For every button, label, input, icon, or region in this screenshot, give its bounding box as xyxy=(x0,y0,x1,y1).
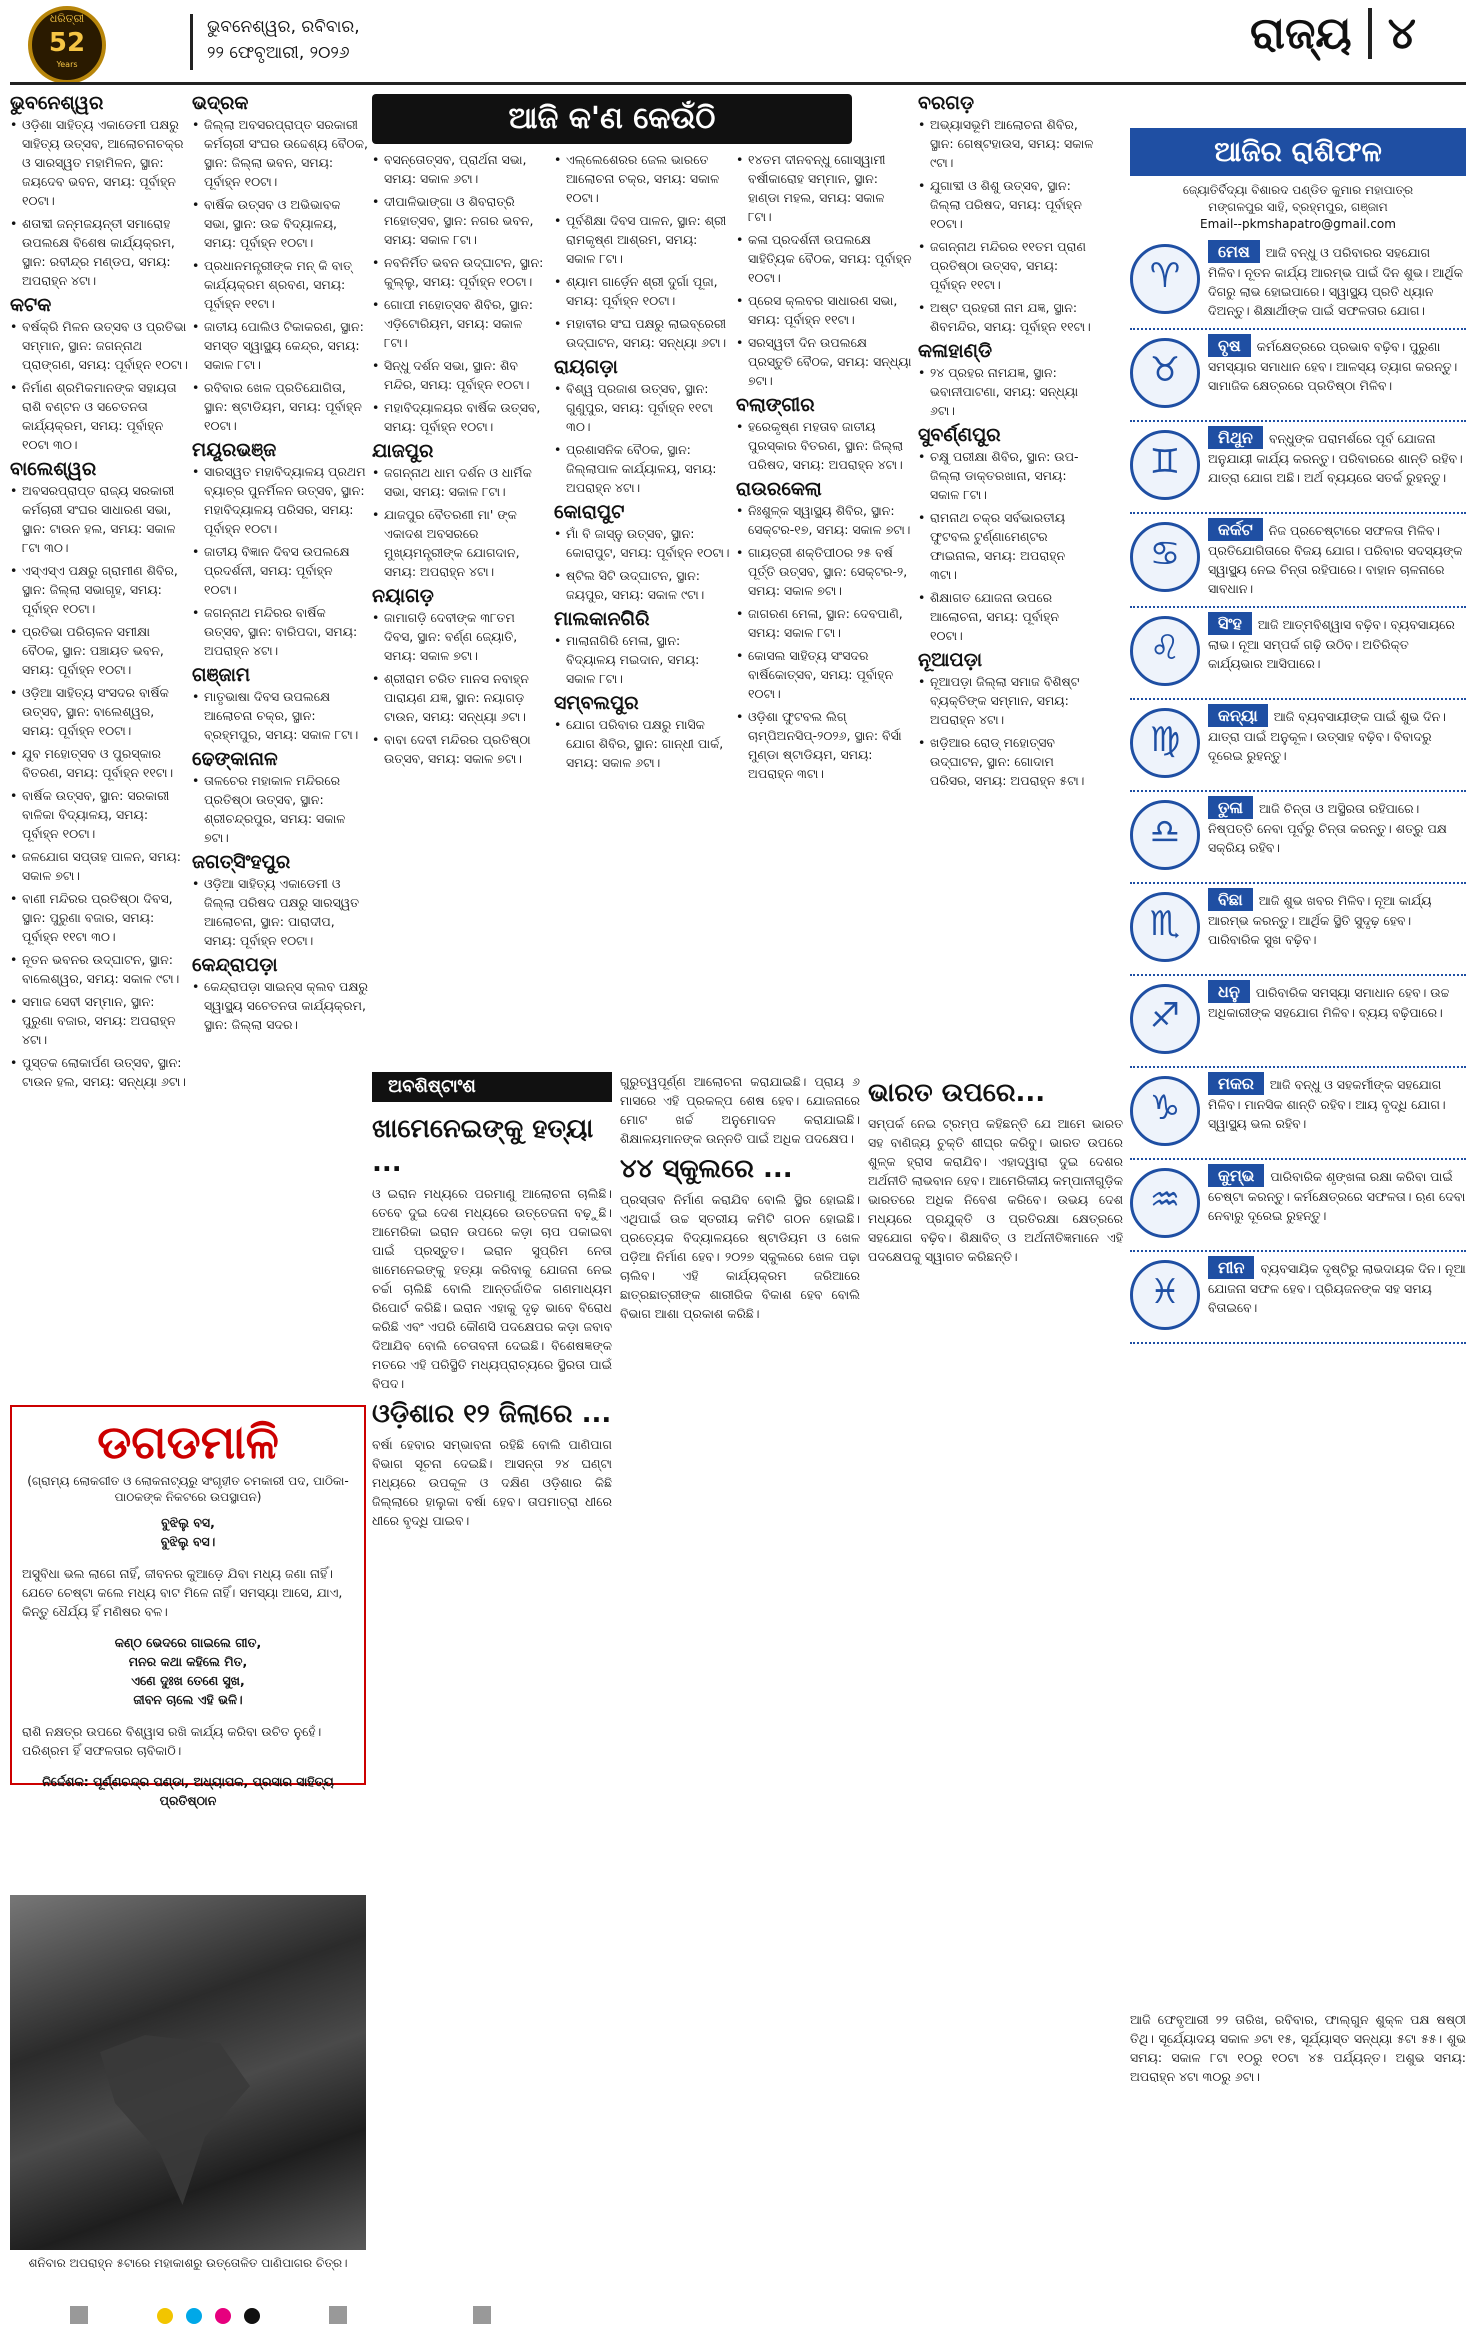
event-item: • ପ୍ରତିଭା ପରିଚାଳନ ସମୀକ୍ଷା ବୈଠକ, ସ୍ଥାନ: ପଞ୍ଚାୟତ ଭବନ, ସମୟ: ପୂର୍ବାହ୍ନ ୧୦ଟା। xyxy=(10,622,188,679)
leo-icon: ♌ xyxy=(1130,616,1200,686)
dateline-date: ୨୨ ଫେବୃଆରୀ, ୨୦୨୬ xyxy=(207,43,350,63)
event-item: • ଓଡ଼ିଆ ସାହିତ୍ୟ ଏକାଡେମୀ ଓ ଜିଲ୍ଲା ପରିଷଦ ପକ୍ଷରୁ ସାରସ୍ୱତ ଆଲୋଚନା, ସ୍ଥାନ: ପାରାଦୀପ, ସମୟ: ପୂର୍ବାହ୍ନ ୧୦ଟା। xyxy=(192,874,368,950)
registration-square xyxy=(473,2306,491,2324)
event-item: • ମହାବୀର ସଂଘ ପକ୍ଷରୁ ଲାଇବ୍ରେରୀ ଉଦ୍‌ଘାଟନ, ସମୟ: ସନ୍ଧ୍ୟା ୬ଟା। xyxy=(554,314,730,352)
event-item: • ଶ୍ୟାମ ଗାର୍ଡ଼େନ ଶ୍ରୀ ଦୁର୍ଗା ପୂଜା, ସମୟ: ପୂର୍ବାହ୍ନ ୧୦ଟା। xyxy=(554,272,730,310)
gemini-icon: ♊ xyxy=(1130,430,1200,500)
dagadamali-title: ଡଗଡମାଳି xyxy=(97,1415,279,1469)
section-header xyxy=(1250,8,1470,74)
section-name: ରାଜ୍ୟ xyxy=(1250,8,1352,59)
satellite-weather-image xyxy=(10,1895,366,2250)
rashi-entry xyxy=(1130,1072,1466,1160)
rashi-entry xyxy=(1130,426,1466,514)
registration-square xyxy=(70,2306,88,2324)
district-heading: ନୂଆପଡ଼ା xyxy=(918,649,983,671)
district-heading: ନୟାଗଡ଼ xyxy=(372,585,434,607)
event-item: • ଜିଲ୍ଲା ଅବସରପ୍ରାପ୍ତ ସରକାରୀ କର୍ମଚାରୀ ସଂଘର ଉଦ୍ଦେଶ୍ୟ ବୈଠକ, ସ୍ଥାନ: ଜିଲ୍ଲା ଭବନ, ସମୟ: ପୂର୍ବାହ୍ନ ୧୦ଟା। xyxy=(192,115,368,191)
rashi-text: ଆଜି ଚିନ୍ତା ଓ ଅସ୍ଥିରତା ରହିପାରେ। ନିଷ୍ପତ୍ତି ନେବା ପୂର୍ବରୁ ଚିନ୍ତା କରନ୍ତୁ। ଶତ୍ରୁ ପକ୍ଷ ସକ୍ରିୟ ରହିବ। xyxy=(1208,801,1447,855)
rashi-name: ଧନୁ xyxy=(1208,980,1250,1003)
rashi-entry xyxy=(1130,612,1466,700)
verse-line: ବୁଝିଲୁ ବସ। xyxy=(160,1534,216,1549)
event-item: • ପୁସ୍ତକ ଲୋକାର୍ପଣ ଉତ୍ସବ, ସ୍ଥାନ: ଟାଉନ ହଲ, ସମୟ: ସନ୍ଧ୍ୟା ୬ଟା। xyxy=(10,1053,188,1091)
event-item: • ସମାଜ ସେବୀ ସମ୍ମାନ, ସ୍ଥାନ: ପୁରୁଣା ବଜାର, ସମୟ: ଅପରାହ୍ନ ୪ଟା। xyxy=(10,992,188,1049)
event-item: • ନୂତନ ଭବନର ଉଦ୍‌ଘାଟନ, ସ୍ଥାନ: ବାଲେଶ୍ୱର, ସମୟ: ସକାଳ ୯ଟା। xyxy=(10,950,188,988)
horoscope-byline xyxy=(1130,182,1466,236)
verse-line: ବୁଝିଲୁ ବସ, xyxy=(161,1515,215,1530)
event-item: • ଜାଗରଣ ମେଳା, ସ୍ଥାନ: ଦେବପାଣି, ସମୟ: ସକାଳ ୮ଟା। xyxy=(736,604,912,642)
rashi-text: ଆଜି ଆତ୍ମବିଶ୍ୱାସ ବଢ଼ିବ। ବ୍ୟବସାୟରେ ଲାଭ। ନୂଆ ସମ୍ପର୍କ ଗଢ଼ି ଉଠିବ। ଅତିରିକ୍ତ କାର୍ଯ୍ୟଭାର ଆସିପାରେ। xyxy=(1208,617,1455,671)
event-item: • ଜଗନ୍ନାଥ ମନ୍ଦିରର ୧୧ତମ ପ୍ରାଣ ପ୍ରତିଷ୍ଠା ଉତ୍ସବ, ସମୟ: ପୂର୍ବାହ୍ନ ୧୧ଟା। xyxy=(918,237,1094,294)
rashi-name: ବିଛା xyxy=(1208,888,1253,911)
story-body: ସମ୍ପର୍କ ନେଇ ଟ୍ରମ୍ପ କହିଛନ୍ତି ଯେ ଆମେ ଭାରତ ସହ ବାଣିଜ୍ୟ ଚୁକ୍ତି ଶୀଘ୍ର କରିବୁ। ଭାରତ ଉପରେ ଶୁଳ୍କ ହ୍ରାସ କରାଯିବ। ଏହାଦ୍ୱାରା ଦୁଇ ଦେଶର ଅର୍ଥନୀତି ଲାଭବାନ ହେବ। ଆମେରିକୀୟ କମ୍ପାନୀଗୁଡ଼ିକ ଭାରତରେ ଅଧିକ ନିବେଶ କରିବେ। ଉଭୟ ଦେଶ ମଧ୍ୟରେ ପ୍ରଯୁକ୍ତି ଓ ପ୍ରତିରକ୍ଷା କ୍ଷେତ୍ରରେ ସହଯୋଗ ବଢ଼ିବ। ଶିକ୍ଷାବିତ୍ ଓ ଅର୍ଥନୀତିଜ୍ଞମାନେ ଏହି ପଦକ୍ଷେପକୁ ସ୍ୱାଗତ କରିଛନ୍ତି। xyxy=(868,1116,1123,1264)
rashi-entry xyxy=(1130,1164,1466,1252)
aquarius-icon: ♒ xyxy=(1130,1168,1200,1238)
story-headline: ଖାମେନେଇଙ୍କୁ ହତ୍ୟା ... xyxy=(372,1114,594,1178)
event-item: • ଗାୟତ୍ରୀ ଶକ୍ତିପୀଠର ୨୫ ବର୍ଷ ପୂର୍ତ୍ତି ଉତ୍ସବ, ସ୍ଥାନ: ସେକ୍ଟର-୨, ସମୟ: ସକାଳ ୭ଟା। xyxy=(736,543,912,600)
events-column-4 xyxy=(554,150,730,1060)
event-item: • ଖଡ଼ିଆର ରୋଡ୍ ମହୋତ୍ସବ ଉଦ୍‌ଘାଟନ, ସ୍ଥାନ: ଗୋଦାମ ପରିସର, ସମୟ: ଅପରାହ୍ନ ୫ଟା। xyxy=(918,733,1094,790)
event-item: • ଚକ୍ଷୁ ପରୀକ୍ଷା ଶିବିର, ସ୍ଥାନ: ଉପ-ଜିଲ୍ଲା ଡାକ୍ତରଖାନା, ସମୟ: ସକାଳ ୮ଟା। xyxy=(918,447,1094,504)
rashi-text: ଆଜି ଶୁଭ ଖବର ମିଳିବ। ନୂଆ କାର୍ଯ୍ୟ ଆରମ୍ଭ କରନ୍ତୁ। ଆର୍ଥିକ ସ୍ଥିତି ସୁଦୃଢ଼ ହେବ। ପାରିବାରିକ ସୁଖ ବଢ଼ିବ। xyxy=(1208,893,1432,947)
district-heading: ବଲାଙ୍ଗୀର xyxy=(736,394,815,416)
event-item: • ସରସ୍ୱତୀ ଦିନ ଉପଲକ୍ଷେ ପ୍ରସ୍ତୁତି ବୈଠକ, ସମୟ: ସନ୍ଧ୍ୟା ୭ଟା। xyxy=(736,333,912,390)
district-heading: ମୟୂରଭଞ୍ଜ xyxy=(192,439,277,461)
dagadamali-body xyxy=(22,1513,354,1810)
event-item: • ଜଗନ୍ନାଥ ଧାମ ଦର୍ଶନ ଓ ଧାର୍ମିକ ସଭା, ସମୟ: ସକାଳ ୮ଟା। xyxy=(372,463,548,501)
district-heading: ବରଗଡ଼ xyxy=(918,92,975,114)
right-story-column xyxy=(868,1072,1123,2288)
continued-strip: ଅବଶିଷ୍ଟାଂଶ xyxy=(372,1072,612,1102)
rashi-name: ମିଥୁନ xyxy=(1208,426,1263,449)
astrologer-email: Email--pkmshapatro@gmail.com xyxy=(1200,217,1396,231)
event-item: • ବାର୍ଷିକ ଉତ୍ସବ ଓ ଅଭିଭାବକ ସଭା, ସ୍ଥାନ: ଉଚ୍ଚ ବିଦ୍ୟାଳୟ, ସମୟ: ପୂର୍ବାହ୍ନ ୧୦ଟା। xyxy=(192,195,368,252)
event-item: • ରାମନାଥ ଚକ୍ର ସର୍ବଭାରତୀୟ ଫୁଟବଲ ଟୁର୍ଣ୍ଣାମେଣ୍ଟର ଫାଇନାଲ, ସମୟ: ଅପରାହ୍ନ ୩ଟା। xyxy=(918,508,1094,584)
events-column-3 xyxy=(372,150,548,1060)
rashi-text: କର୍ମକ୍ଷେତ୍ରରେ ପ୍ରଭାବ ବଢ଼ିବ। ପୁରୁଣା ସମସ୍ୟାର ସମାଧାନ ହେବ। ଆଳସ୍ୟ ତ୍ୟାଗ କରନ୍ତୁ। ସାମାଜିକ କ୍ଷେତ୍ରରେ ପ୍ରତିଷ୍ଠା ମିଳିବ। xyxy=(1208,339,1458,393)
event-item: • ମାତୃଭାଷା ଦିବସ ଉପଲକ୍ଷେ ଆଲୋଚନା ଚକ୍ର, ସ୍ଥାନ: ବ୍ରହ୍ମପୁର, ସମୟ: ସକାଳ ୮ଟା। xyxy=(192,687,368,744)
event-item: • ନବନିର୍ମିତ ଭବନ ଉଦ୍‌ଘାଟନ, ସ୍ଥାନ: କୁଲ୍ଲୁ, ସମୟ: ପୂର୍ବାହ୍ନ ୧୦ଟା। xyxy=(372,253,548,291)
story-body: ବର୍ଷା ହେବାର ସମ୍ଭାବନା ରହିଛି ବୋଲି ପାଣିପାଗ ବିଭାଗ ସୂଚନା ଦେଇଛି। ଆସନ୍ତା ୨୪ ଘଣ୍ଟା ମଧ୍ୟରେ ଉପକୂଳ ଓ ଦକ୍ଷିଣ ଓଡ଼ିଶାର କିଛି ଜିଲ୍ଲାରେ ହାଲୁକା ବର୍ଷା ହେବ। ତାପମାତ୍ରା ଧୀରେ ଧୀରେ ବୃଦ୍ଧି ପାଇବ। xyxy=(372,1437,612,1528)
dagadamali-paragraph: ରାଶି ନକ୍ଷତ୍ର ଉପରେ ବିଶ୍ୱାସ ରଖି କାର୍ଯ୍ୟ କରିବା ଉଚିତ ନୁହେଁ। ପରିଶ୍ରମ ହିଁ ସଫଳତାର ଚାବିକାଠି। xyxy=(22,1723,322,1758)
district-heading: ସୁବର୍ଣ୍ଣପୁର xyxy=(918,424,1001,446)
rashi-entry xyxy=(1130,240,1466,330)
registration-dot-yellow xyxy=(157,2308,173,2324)
rashi-text: ବନ୍ଧୁଙ୍କ ପରାମର୍ଶରେ ପୂର୍ବ ଯୋଜନା ଅନୁଯାୟୀ କାର୍ଯ୍ୟ କରନ୍ତୁ। ପରିବାରରେ ଶାନ୍ତି ରହିବ। ଯାତ୍ରା ଯୋଗ ଅଛି। ଅର୍ଥ ବ୍ୟୟରେ ସତର୍କ ରୁହନ୍ତୁ। xyxy=(1208,431,1463,485)
event-item: • ଓଡ଼ିଶା ଫୁଟବଲ ଲିଗ୍ ଚାମ୍ପିଅନସିପ୍-୨୦୨୬, ସ୍ଥାନ: ବିର୍ସା ମୁଣ୍ଡା ଷ୍ଟାଡିୟମ, ସମୟ: ଅପରାହ୍ନ ୩ଟା। xyxy=(736,707,912,783)
rashi-entry xyxy=(1130,518,1466,608)
story-body: ଓ ଇରାନ ମଧ୍ୟରେ ପରମାଣୁ ଆଲୋଚନା ଚାଲିଛି। ତେବେ ଦୁଇ ଦେଶ ମଧ୍ୟରେ ଉତ୍ତେଜନା ବଢ଼ୁଛି। ଆମେରିକା ଇରାନ ଉପରେ କଡ଼ା ଚାପ ପକାଇବା ପାଇଁ ପ୍ରସ୍ତୁତ। ଇରାନ ସୁପ୍ରିମ ନେତା ଖାମେନେଇଙ୍କୁ ହତ୍ୟା କରିବାକୁ ଯୋଜନା ନେଇ ଚର୍ଚ୍ଚା ଚାଲିଛି ବୋଲି ଆନ୍ତର୍ଜାତିକ ଗଣମାଧ୍ୟମ ରିପୋର୍ଟ କରିଛି। ଇରାନ ଏହାକୁ ଦୃଢ଼ ଭାବେ ବିରୋଧ କରିଛି ଏବଂ ଏପରି କୌଣସି ପଦକ୍ଷେପର କଡ଼ା ଜବାବ ଦିଆଯିବ ବୋଲି ଚେତାବନୀ ଦେଇଛି। ବିଶେଷଜ୍ଞଙ୍କ ମତରେ ଏହି ପରିସ୍ଥିତି ମଧ୍ୟପ୍ରାଚ୍ୟରେ ସ୍ଥିରତା ପାଇଁ ବିପଦ। xyxy=(372,1186,612,1391)
anniversary-badge xyxy=(28,6,106,84)
event-item: • କଳା ପ୍ରଦର୍ଶନୀ ଉପଲକ୍ଷେ ସାହିତ୍ୟିକ ବୈଠକ, ସମୟ: ପୂର୍ବାହ୍ନ ୧୦ଟା। xyxy=(736,230,912,287)
dagadamali-paragraph: ଅସୁବିଧା ଭଲ ଲାଗେ ନାହିଁ, ଜୀବନର କୁଆଡ଼େ ଯିବା ମଧ୍ୟ ଜଣା ନାହିଁ। ଯେତେ ଚେଷ୍ଟା କଲେ ମଧ୍ୟ ବାଟ ମିଳେ ନାହିଁ। ସମସ୍ୟା ଆସେ, ଯାଏ, କିନ୍ତୁ ଧୈର୍ଯ୍ୟ ହିଁ ମଣିଷର ବଳ। xyxy=(22,1565,343,1619)
event-item: • ଶିକ୍ଷାଗତ ଯୋଜନା ଉପରେ ଆଲୋଚନା, ସମୟ: ପୂର୍ବାହ୍ନ ୧୦ଟା। xyxy=(918,588,1094,645)
district-heading: ସମ୍ବଲପୁର xyxy=(554,692,639,714)
verse-line: ଏଣେ ଦୁଃଖ ତେଣେ ସୁଖ, xyxy=(131,1673,245,1688)
events-column-6 xyxy=(918,88,1094,1068)
event-item: • ହରେକୃଷ୍ଣ ମହତାବ ଜାତୀୟ ପୁରସ୍କାର ବିତରଣ, ସ୍ଥାନ: ଜିଲ୍ଲା ପରିଷଦ, ସମୟ: ଅପରାହ୍ନ ୪ଟା। xyxy=(736,417,912,474)
event-item: • ବିଶ୍ୱ ପ୍ରଜାଶ ଉତ୍ସବ, ସ୍ଥାନ: ଗୁଣୁପୁର, ସମୟ: ପୂର୍ବାହ୍ନ ୧୧ଟା ୩୦। xyxy=(554,379,730,436)
event-item: • ଷ୍ଟିଲ ସିଟି ଉଦ୍‌ଘାଟନ, ସ୍ଥାନ: ଜୟପୁର, ସମୟ: ସକାଳ ୯ଟା। xyxy=(554,566,730,604)
event-item: • ଯୁଗାବ୍ଦୀ ଓ ଶିଶୁ ଉତ୍ସବ, ସ୍ଥାନ: ଜିଲ୍ଲା ପରିଷଦ, ସମୟ: ପୂର୍ବାହ୍ନ ୧୦ଟା। xyxy=(918,176,1094,233)
rashi-entry xyxy=(1130,334,1466,422)
event-item: • ଯୁବ ମହୋତ୍ସବ ଓ ପୁରସ୍କାର ବିତରଣ, ସମୟ: ପୂର୍ବାହ୍ନ ୧୧ଟା। xyxy=(10,744,188,782)
district-heading: ଗଞ୍ଜାମ xyxy=(192,664,251,686)
event-item: • ଅଷ୍ଟ ପ୍ରହରୀ ନାମ ଯଜ୍ଞ, ସ୍ଥାନ: ଶିବମନ୍ଦିର, ସମୟ: ପୂର୍ବାହ୍ନ ୧୧ଟା। xyxy=(918,298,1094,336)
district-heading: କୋରାପୁଟ xyxy=(554,501,625,523)
capricorn-icon: ♑ xyxy=(1130,1076,1200,1146)
verse-line: କଣ୍ଠ ଭେଦରେ ଗାଇଲେ ଗୀତ, xyxy=(114,1635,262,1650)
horoscope-list xyxy=(1130,240,1466,1980)
event-item: • ଜଗନ୍ନାଥ ମନ୍ଦିରର ବାର୍ଷିକ ଉତ୍ସବ, ସ୍ଥାନ: ବାରିପଦା, ସମୟ: ଅପରାହ୍ନ ୪ଟା। xyxy=(192,603,368,660)
district-heading: ଭୁବନେଶ୍ୱର xyxy=(10,92,104,114)
sagittarius-icon: ♐ xyxy=(1130,984,1200,1054)
rashi-name: ତୁଳା xyxy=(1208,796,1253,819)
district-heading: କେନ୍ଦ୍ରାପଡ଼ା xyxy=(192,954,278,976)
rashi-entry xyxy=(1130,796,1466,884)
event-item: • ପ୍ରଧାନମନ୍ତ୍ରୀଙ୍କ ମନ୍ କି ବାତ୍ କାର୍ଯ୍ୟକ୍ରମ ଶ୍ରବଣ, ସମୟ: ପୂର୍ବାହ୍ନ ୧୧ଟା। xyxy=(192,256,368,313)
dateline-place: ଭୁବନେଶ୍ୱର, ରବିବାର, xyxy=(207,17,360,37)
event-item: • ଗୋପୀ ମହୋତ୍ସବ ଶିବିର, ସ୍ଥାନ: ଏଡ଼ିଟୋରିୟମ, ସମୟ: ସକାଳ ୮ଟା। xyxy=(372,295,548,352)
taurus-icon: ♉ xyxy=(1130,338,1200,408)
event-item: • ୧୪ତମ ଦୀନବନ୍ଧୁ ଗୋସ୍ୱାମୀ ବର୍ଷୀକାରୋହ ସମ୍ମାନ, ସ୍ଥାନ: ହାଣ୍ଡା ମହଲ, ସମୟ: ସକାଳ ୮ଟା। xyxy=(736,150,912,226)
district-heading: ଯାଜପୁର xyxy=(372,440,434,462)
events-column-2 xyxy=(192,88,368,1398)
masthead-rule xyxy=(10,82,1466,85)
rashi-name: ବୃଷ xyxy=(1208,334,1251,357)
verse-line: ଜୀବନ ଚାଲେ ଏହି ଭଳି। xyxy=(133,1692,243,1707)
event-item: • ନିଃଶୁଳ୍କ ସ୍ୱାସ୍ଥ୍ୟ ଶିବିର, ସ୍ଥାନ: ସେକ୍ଟର-୧୭, ସମୟ: ସକାଳ ୭ଟା। xyxy=(736,501,912,539)
astrologer-address: ମଙ୍ଗଳପୁର ସାହି, ବ୍ରହ୍ମପୁର, ଗଞ୍ଜାମ xyxy=(1208,200,1388,214)
dagadamali-credit: ନିର୍ଦ୍ଦେଶକ: ପୂର୍ଣ୍ଣଚନ୍ଦ୍ର ପଣ୍ଡା, ଅଧ୍ୟାପକ, ପ୍ରସାର ସାହିତ୍ୟ ପ୍ରତିଷ୍ଠାନ xyxy=(42,1774,334,1808)
event-item: • ବାବା ଦେବୀ ମନ୍ଦିରର ପ୍ରତିଷ୍ଠା ଉତ୍ସବ, ସମୟ: ସକାଳ ୭ଟା। xyxy=(372,730,548,768)
event-item: • ଏଲ୍ଲେଶେରର ଜେଲ ଭାରତେ ଆଲୋଚନା ଚକ୍ର, ସମୟ: ସକାଳ ୧୦ଟା। xyxy=(554,150,730,207)
event-item: • ସିନ୍ଧୁ ଦର୍ଶନ ସଭା, ସ୍ଥାନ: ଶିବ ମନ୍ଦିର, ସମୟ: ପୂର୍ବାହ୍ନ ୧୦ଟା। xyxy=(372,356,548,394)
event-item: • ବସନ୍ତୋତ୍ସବ, ପ୍ରାର୍ଥନା ସଭା, ସମୟ: ସକାଳ ୬ଟା। xyxy=(372,150,548,188)
page-number: ୪ xyxy=(1368,8,1416,59)
pisces-icon: ♓ xyxy=(1130,1260,1200,1330)
event-item: • ରବିବାର ଖେଳ ପ୍ରତିଯୋଗିତା, ସ୍ଥାନ: ଷ୍ଟାଡିୟମ, ସମୟ: ପୂର୍ବାହ୍ନ ୧୦ଟା। xyxy=(192,378,368,435)
rashi-text: ପାରିବାରିକ ଶୃଙ୍ଖଳା ରକ୍ଷା କରିବା ପାଇଁ ଚେଷ୍ଟା କରନ୍ତୁ। କର୍ମକ୍ଷେତ୍ରରେ ସଫଳତା। ଋଣ ଦେବା ନେବାରୁ ଦୂରେଇ ରୁହନ୍ତୁ। xyxy=(1208,1169,1466,1223)
event-item: • ଏସ୍ଏସ୍ଏ ପକ୍ଷରୁ ଗ୍ରାମୀଣ ଶିବିର, ସ୍ଥାନ: ଜିଲ୍ଲା ସଭାଗୃହ, ସମୟ: ପୂର୍ବାହ୍ନ ୧୦ଟା। xyxy=(10,561,188,618)
rashi-entry xyxy=(1130,704,1466,792)
aries-icon: ♈ xyxy=(1130,244,1200,314)
rashi-name: କର୍କଟ xyxy=(1208,518,1263,541)
event-item: • ଯୋଗ ପରିବାର ପକ୍ଷରୁ ମାସିକ ଯୋଗ ଶିବିର, ସ୍ଥାନ: ଗାନ୍ଧୀ ପାର୍କ, ସମୟ: ସକାଳ ୬ଟା। xyxy=(554,715,730,772)
rashi-text: ବ୍ୟବସାୟିକ ଦୃଷ୍ଟିରୁ ଲାଭଦାୟକ ଦିନ। ନୂଆ ଯୋଜନା ସଫଳ ହେବ। ପ୍ରିୟଜନଙ୍କ ସହ ସମୟ ବିତାଇବେ। xyxy=(1208,1261,1466,1315)
registration-square xyxy=(329,2306,347,2324)
event-item: • ପୂର୍ବଶିକ୍ଷା ଦିବସ ପାଳନ, ସ୍ଥାନ: ଶ୍ରୀ ରାମକୃଷ୍ଣ ଆଶ୍ରମ, ସମୟ: ସକାଳ ୮ଟା। xyxy=(554,211,730,268)
rashi-entry xyxy=(1130,980,1466,1068)
event-item: • କୋସଲ ସାହିତ୍ୟ ସଂସଦର ବାର୍ଷିକୋତ୍ସବ, ସମୟ: ପୂର୍ବାହ୍ନ ୧୦ଟା। xyxy=(736,646,912,703)
panjika-text: ଆଜି ଫେବୃଆରୀ ୨୨ ତାରିଖ, ରବିବାର, ଫାଲ୍ଗୁନ ଶୁକ୍ଳ ପକ୍ଷ ଷଷ୍ଠୀ ତିଥି। ସୂର୍ଯ୍ୟୋଦୟ ସକାଳ ୬ଟା ୧୫, ସୂର୍ଯ୍ୟାସ୍ତ ସନ୍ଧ୍ୟା ୫ଟା ୫୫। ଶୁଭ ସମୟ: ସକାଳ ୮ଟା ୧୦ରୁ ୧୦ଟା ୪୫ ପର୍ଯ୍ୟନ୍ତ। ଅଶୁଭ ସମୟ: ଅପରାହ୍ନ ୪ଟା ୩୦ରୁ ୬ଟା। xyxy=(1130,2012,1466,2084)
event-item: • ୨୪ ପ୍ରହର ନାମଯଜ୍ଞ, ସ୍ଥାନ: ଭବାନୀପାଟଣା, ସମୟ: ସନ୍ଧ୍ୟା ୬ଟା। xyxy=(918,363,1094,420)
event-item: • ତାଳଚେର ମହାକାଳ ମନ୍ଦିରରେ ପ୍ରତିଷ୍ଠା ଉତ୍ସବ, ସ୍ଥାନ: ଶ୍ରୀଚନ୍ଦ୍ରପୁର, ସମୟ: ସକାଳ ୭ଟା। xyxy=(192,771,368,847)
newspaper-logo xyxy=(10,6,120,76)
event-item: • ଓଡ଼ିଆ ସାହିତ୍ୟ ସଂସଦର ବାର୍ଷିକ ଉତ୍ସବ, ସ୍ଥାନ: ବାଲେଶ୍ୱର, ସମୟ: ପୂର୍ବାହ୍ନ ୧୦ଟା। xyxy=(10,683,188,740)
district-heading: କଟକ xyxy=(10,294,52,316)
event-item: • ମହାବିଦ୍ୟାଳୟର ବାର୍ଷିକ ଉତ୍ସବ, ସମୟ: ପୂର୍ବାହ୍ନ ୧୦ଟା। xyxy=(372,398,548,436)
story-body: ଗୁରୁତ୍ୱପୂର୍ଣ୍ଣ ଆଲୋଚନା କରାଯାଇଛି। ପ୍ରାୟ ୬ ମାସରେ ଏହି ପ୍ରକଳ୍ପ ଶେଷ ହେବ। ଯୋଜନାରେ ମୋଟ ଖର୍ଚ୍ଚ ଅନୁମୋଦନ କରାଯାଇଛି। ଶିକ୍ଷାଳୟମାନଙ୍କ ଉନ୍ନତି ପାଇଁ ଅଧିକ ପଦକ୍ଷେପ। xyxy=(620,1074,860,1146)
event-item: • ଶ୍ରୀରାମ ଚରିତ ମାନସ ନବାହ୍ନ ପାରାୟଣ ଯଜ୍ଞ, ସ୍ଥାନ: ନୟାଗଡ଼ ଟାଉନ, ସମୟ: ସନ୍ଧ୍ୟା ୬ଟା। xyxy=(372,669,548,726)
print-registration-bar xyxy=(10,2300,1466,2330)
libra-icon: ♎ xyxy=(1130,800,1200,870)
events-column-5 xyxy=(736,150,912,1060)
district-heading: ରାଉରକେଲା xyxy=(736,478,822,500)
registration-dot-magenta xyxy=(215,2308,231,2324)
logo-number: 52 xyxy=(48,28,86,58)
event-item: • ସାରସ୍ୱତ ମହାବିଦ୍ୟାଳୟ ପ୍ରଥମ ବ୍ୟାଚ୍‌ର ପୁନର୍ମିଳନ ଉତ୍ସବ, ସ୍ଥାନ: ମହାବିଦ୍ୟାଳୟ ପରିସର, ସମୟ: ପୂର୍ବାହ୍ନ ୧୦ଟା। xyxy=(192,462,368,538)
logo-years: Years xyxy=(56,60,78,69)
rashi-text: ଆଜି ବନ୍ଧୁ ଓ ସହକର୍ମୀଙ୍କ ସହଯୋଗ ମିଳିବ। ମାନସିକ ଶାନ୍ତି ରହିବ। ଆୟ ବୃଦ୍ଧି ଯୋଗ। ସ୍ୱାସ୍ଥ୍ୟ ଭଲ ରହିବ। xyxy=(1208,1077,1446,1131)
event-item: • ଦୀପାଳିଭାଙ୍ଗା ଓ ଶିବରାତ୍ରି ମହୋତ୍ସବ, ସ୍ଥାନ: ନଗର ଭବନ, ସମୟ: ସକାଳ ୮ଟା। xyxy=(372,192,548,249)
event-item: • ମାଲାନାଗିରି ମେଳା, ସ୍ଥାନ: ବିଦ୍ୟାଳୟ ମଇଦାନ, ସମୟ: ସକାଳ ୮ଟା। xyxy=(554,631,730,688)
district-heading: କଳାହାଣ୍ଡି xyxy=(918,340,993,362)
registration-dot-black xyxy=(244,2308,260,2324)
district-heading: ବାଲେଶ୍ୱର xyxy=(10,458,97,480)
event-item: • ପ୍ରଶାସନିକ ବୈଠକ, ସ୍ଥାନ: ଜିଲ୍ଲାପାଳ କାର୍ଯ୍ୟାଳୟ, ସମୟ: ଅପରାହ୍ନ ୪ଟା। xyxy=(554,440,730,497)
astrologer-name: ଜ୍ୟୋତିର୍ବିଦ୍ୟା ବିଶାରଦ ପଣ୍ଡିତ କୁମାର ମହାପାତ୍ର xyxy=(1182,183,1414,197)
story-headline: ୪୪ ସ୍କୁଲରେ ... xyxy=(620,1154,793,1184)
event-item: • କେନ୍ଦ୍ରାପଡ଼ା ସାଇନ୍ସ କ୍ଲବ ପକ୍ଷରୁ ସ୍ୱାସ୍ଥ୍ୟ ସଚେତନତା କାର୍ଯ୍ୟକ୍ରମ, ସ୍ଥାନ: ଜିଲ୍ଲା ସଦର। xyxy=(192,977,368,1034)
satellite-caption: ଶନିବାର ଅପରାହ୍ନ ୫ଟାରେ ମହାକାଶରୁ ଉତ୍ତୋଳିତ ପାଣିପାଗର ଚିତ୍ର। xyxy=(28,2256,348,2270)
district-heading: ଭଦ୍ରକ xyxy=(192,92,249,114)
event-item: • ବାର୍ଷିକ ଉତ୍ସବ, ସ୍ଥାନ: ସରକାରୀ ବାଳିକା ବିଦ୍ୟାଳୟ, ସମୟ: ପୂର୍ବାହ୍ନ ୧୦ଟା। xyxy=(10,786,188,843)
district-heading: ଜଗତ୍‌ସିଂହପୁର xyxy=(192,851,291,873)
rashi-text: ଆଜି ବ୍ୟବସାୟୀଙ୍କ ପାଇଁ ଶୁଭ ଦିନ। ଯାତ୍ରା ପାଇଁ ଅନୁକୂଳ। ଉତ୍ସାହ ବଢ଼ିବ। ବିବାଦରୁ ଦୂରେଇ ରୁହନ୍ତୁ। xyxy=(1208,709,1446,763)
event-item: • ଜାତୀୟ ବିଜ୍ଞାନ ଦିବସ ଉପଲକ୍ଷେ ପ୍ରଦର୍ଶନୀ, ସମୟ: ପୂର୍ବାହ୍ନ ୧୦ଟା। xyxy=(192,542,368,599)
event-item: • ପ୍ରେସ କ୍ଲବର ସାଧାରଣ ସଭା, ସମୟ: ପୂର୍ବାହ୍ନ ୧୧ଟା। xyxy=(736,291,912,329)
story-headline: ଭାରତ ଉପରେ... xyxy=(868,1078,1046,1108)
rashi-name: ମୀନ xyxy=(1208,1256,1254,1279)
virgo-icon: ♍ xyxy=(1130,708,1200,778)
district-heading: ଢେଙ୍କାନାଳ xyxy=(192,748,278,770)
rashi-name: କୁମ୍ଭ xyxy=(1208,1164,1264,1187)
dagadamali-subtitle: (ଗ୍ରାମ୍ୟ ଲୋକଗୀତ ଓ ଲୋକନାଟ୍ୟରୁ ସଂଗୃହୀତ ଚମକାରୀ ପଦ, ପାଠିକା-ପାଠକଙ୍କ ନିକଟରେ ଉପସ୍ଥାପନ) xyxy=(27,1474,349,1504)
rashi-name: ମେଷ xyxy=(1208,240,1260,263)
event-item: • ଓଡ଼ିଶା ସାହିତ୍ୟ ଏକାଡେମୀ ପକ୍ଷରୁ ସାହିତ୍ୟ ଉତ୍ସବ, ଆଲୋଚନାଚକ୍ର ଓ ସାରସ୍ୱତ ମହାମିଳନ, ସ୍ଥାନ: ଜୟଦେବ ଭବନ, ସମୟ: ପୂର୍ବାହ୍ନ ୧୦ଟା। xyxy=(10,115,188,210)
event-item: • ନୂଆପଡ଼ା ଜିଲ୍ଲା ସମାଜ ବିଶିଷ୍ଟ ବ୍ୟକ୍ତିଙ୍କ ସମ୍ମାନ, ସମୟ: ଅପରାହ୍ନ ୪ଟା। xyxy=(918,672,1094,729)
rashi-text: ଆଜି ବନ୍ଧୁ ଓ ପରିବାରର ସହଯୋଗ ମିଳିବ। ନୂତନ କାର୍ଯ୍ୟ ଆରମ୍ଭ ପାଇଁ ଦିନ ଶୁଭ। ଆର୍ଥିକ ଦିଗରୁ ଲାଭ ହୋଇପାରେ। ସ୍ୱାସ୍ଥ୍ୟ ପ୍ରତି ଧ୍ୟାନ ଦିଅନ୍ତୁ। ଶିକ୍ଷାର୍ଥୀଙ୍କ ପାଇଁ ସଫଳତାର ଯୋଗ। xyxy=(1208,245,1464,318)
events-banner: ଆଜି କ'ଣ କେଉଁଠି xyxy=(372,94,852,144)
district-heading: ମାଲକାନଗିରି xyxy=(554,608,650,630)
registration-dot-cyan xyxy=(186,2308,202,2324)
horoscope-title: ଆଜିର ରାଶିଫଳ xyxy=(1130,128,1466,176)
rashi-entry xyxy=(1130,888,1466,976)
story-body: ପ୍ରସ୍ତାବ ନିର୍ମାଣ କରାଯିବ ବୋଲି ସ୍ଥିର ହୋଇଛି। ଏଥିପାଇଁ ଉଚ୍ଚ ସ୍ତରୀୟ କମିଟି ଗଠନ ହୋଇଛି। ପ୍ରତ୍ୟେକ ବିଦ୍ୟାଳୟରେ ଷ୍ଟାଡିୟମ ଓ ଖେଳ ପଡ଼ିଆ ନିର୍ମାଣ ହେବ। ୨୦୨୭ ସ୍କୁଲରେ ଖେଳ ପଢ଼ା ଚାଲିବ। ଏହି କାର୍ଯ୍ୟକ୍ରମ ଜରିଆରେ ଛାତ୍ରଛାତ୍ରୀଙ୍କ ଶାରୀରିକ ବିକାଶ ହେବ ବୋଲି ବିଭାଗ ଆଶା ପ୍ରକାଶ କରିଛି। xyxy=(620,1192,860,1321)
rashi-name: କନ୍ୟା xyxy=(1208,704,1268,727)
verse-line: ମନର କଥା କହିଲେ ମିତ, xyxy=(128,1654,248,1669)
rashi-entry xyxy=(1130,1256,1466,1344)
event-item: • ଶତାବ୍ଦୀ ଜନ୍ମଜୟନ୍ତୀ ସମାରୋହ ଉପଲକ୍ଷେ ବିଶେଷ କାର୍ଯ୍ୟକ୍ରମ, ସ୍ଥାନ: ରବୀନ୍ଦ୍ର ମଣ୍ଡପ, ସମୟ: ଅପରାହ୍ନ ୪ଟା। xyxy=(10,214,188,290)
rashi-name: ସିଂହ xyxy=(1208,612,1252,635)
rashi-text: ପାରିବାରିକ ସମସ୍ୟା ସମାଧାନ ହେବ। ଉଚ୍ଚ ଅଧିକାରୀଙ୍କ ସହଯୋଗ ମିଳିବ। ବ୍ୟୟ ବଢ଼ିପାରେ। xyxy=(1208,985,1450,1020)
event-item: • ବାଣୀ ମନ୍ଦିରର ପ୍ରତିଷ୍ଠା ଦିବସ, ସ୍ଥାନ: ପୁରୁଣା ବଜାର, ସମୟ: ପୂର୍ବାହ୍ନ ୧୧ଟା ୩୦। xyxy=(10,889,188,946)
event-item: • ଜାତୀୟ ପୋଲିଓ ଟିକାକରଣ, ସ୍ଥାନ: ସମସ୍ତ ସ୍ୱାସ୍ଥ୍ୟ କେନ୍ଦ୍ର, ସମୟ: ସକାଳ ୮ଟା। xyxy=(192,317,368,374)
scorpio-icon: ♏ xyxy=(1130,892,1200,962)
event-item: • ବର୍ଷକ୍ରି ମିଳନ ଉତ୍ସବ ଓ ପ୍ରତିଭା ସମ୍ମାନ, ସ୍ଥାନ: ଜଗନ୍ନାଥ ପ୍ରାଙ୍ଗଣ, ସମୟ: ପୂର୍ବାହ୍ନ ୧୦ଟା। xyxy=(10,317,188,374)
landmass-shape xyxy=(100,2035,250,2205)
middle-story-column xyxy=(620,1072,860,2288)
event-item: • ଜାମାଗଡ଼ି ଦେବୀଙ୍କ ୩୮ତମ ଦିବସ, ସ୍ଥାନ: ବର୍ଣ୍ଣ ଜ୍ୟୋତି, ସମୟ: ସକାଳ ୭ଟା। xyxy=(372,608,548,665)
rashi-name: ମକର xyxy=(1208,1072,1264,1095)
story-headline: ଓଡ଼ିଶାର ୧୨ ଜିଲାରେ ... xyxy=(372,1399,612,1429)
event-item: • ନିର୍ମାଣ ଶ୍ରମିକମାନଙ୍କ ସହାୟତା ରାଶି ବଣ୍ଟନ ଓ ସଚେତନତା କାର୍ଯ୍ୟକ୍ରମ, ସମୟ: ପୂର୍ବାହ୍ନ ୧୦ଟା ୩୦। xyxy=(10,378,188,454)
event-item: • ଯାଜପୁର ବୈତରଣୀ ମା' ଙ୍କ ଏକାଦଶ ଅବସରରେ ମୁଖ୍ୟମନ୍ତ୍ରୀଙ୍କ ଯୋଗଦାନ, ସମୟ: ଅପରାହ୍ନ ୪ଟା। xyxy=(372,505,548,581)
event-item: • ଅଭ୍ୟାସଭୂମି ଆଲୋଚନା ଶିବିର, ସ୍ଥାନ: ଗେଷ୍ଟହାଉସ, ସମୟ: ସକାଳ ୯ଟା। xyxy=(918,115,1094,172)
continued-column xyxy=(372,1108,612,2288)
dagadamali-box xyxy=(10,1405,366,1808)
events-column-1 xyxy=(10,88,188,1398)
cancer-icon: ♋ xyxy=(1130,522,1200,592)
dateline xyxy=(190,14,430,70)
event-item: • ମାଁ ବି ଜାସ୍ନୁ ଉତ୍ସବ, ସ୍ଥାନ: କୋରାପୁଟ, ସମୟ: ପୂର୍ବାହ୍ନ ୧୦ଟା। xyxy=(554,524,730,562)
event-item: • ଅବସରପ୍ରାପ୍ତ ରାଜ୍ୟ ସରକାରୀ କର୍ମଚାରୀ ସଂଘର ସାଧାରଣ ସଭା, ସ୍ଥାନ: ଟାଉନ ହଲ, ସମୟ: ସକାଳ ୮ଟା ୩୦। xyxy=(10,481,188,557)
event-item: • ଜଳଯୋଗ ସପ୍ତାହ ପାଳନ, ସମୟ: ସକାଳ ୭ଟା। xyxy=(10,847,188,885)
rashi-text: ନିଜ ପ୍ରଚେଷ୍ଟାରେ ସଫଳତା ମିଳିବ। ପ୍ରତିଯୋଗିତାରେ ବିଜୟ ଯୋଗ। ପରିବାର ସଦସ୍ୟଙ୍କ ସ୍ୱାସ୍ଥ୍ୟ ନେଇ ଚିନ୍ତା ରହିପାରେ। ବାହାନ ଚାଳନାରେ ସାବଧାନ। xyxy=(1208,523,1463,596)
logo-title: ଧରିତ୍ରୀ xyxy=(49,12,85,25)
district-heading: ରାୟଗଡ଼ା xyxy=(554,356,618,378)
